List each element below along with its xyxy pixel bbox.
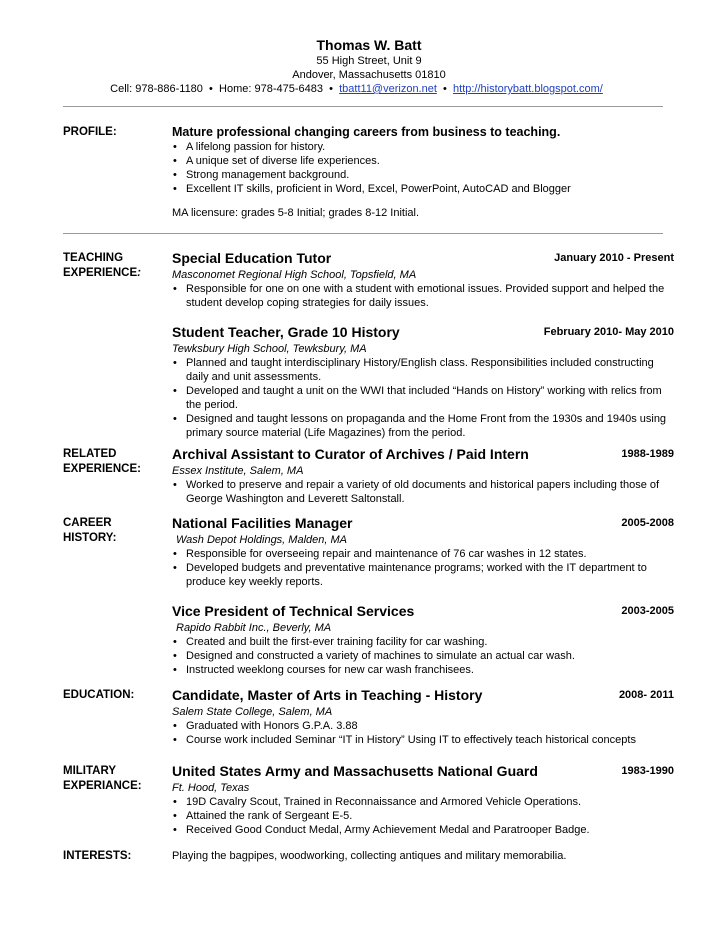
list-item: • Created and built the first-ever training facility for car washing. (186, 635, 674, 649)
job-title: Vice President of Technical Services (172, 603, 415, 619)
list-item: • Designed and constructed a variety of machines to simulate an actual car wash. (186, 649, 674, 663)
job-header (172, 687, 674, 705)
career-body (172, 515, 674, 677)
home-phone: Home: 978-475-6483 (219, 83, 323, 95)
separator: • (209, 83, 213, 95)
education-bullets (172, 719, 674, 747)
degree-title: Candidate, Master of Arts in Teaching - History (172, 687, 483, 703)
resume-header (0, 37, 728, 96)
education-date: 2008- 2011 (618, 689, 674, 701)
job-bullets (172, 635, 674, 677)
list-item: • Developed budgets and preventative maintenance programs; worked with the IT department to produce key weekly reports. (186, 561, 674, 589)
job-header (172, 515, 674, 533)
list-item: • Planned and taught interdisciplinary History/English class. Responsibilities included constructing daily and unit assessments. (186, 356, 674, 384)
list-item: • Course work included Seminar “IT in History” Using IT to effectively teach historical concepts (186, 733, 674, 747)
label-line: CAREER (63, 517, 112, 529)
label-line: MILITARY (63, 765, 117, 777)
job-bullets (172, 478, 674, 506)
label-line: HISTORY: (63, 532, 117, 544)
website-link[interactable]: http://historybatt.blogspot.com/ (453, 83, 603, 95)
list-item: • Developed and taught a unit on the WWI that included “Hands on History” working with relics from the period. (186, 384, 674, 412)
job-title: National Facilities Manager (172, 515, 353, 531)
military-date: 1983-1990 (621, 765, 674, 777)
job-date: 2005-2008 (621, 517, 674, 529)
job-header (172, 446, 674, 464)
separator: • (329, 83, 333, 95)
related-body (172, 446, 674, 506)
label-colon: : (137, 267, 141, 279)
label-line (63, 266, 163, 281)
street-address: 55 High Street, Unit 9 (316, 55, 422, 67)
job-organization: Masconomet Regional High School, Topsfield, MA (172, 269, 417, 281)
job-bullets (172, 282, 674, 310)
job-bullets (172, 356, 674, 440)
cell-phone: Cell: 978-886-1180 (110, 83, 203, 95)
list-item: • Attained the rank of Sergeant E-5. (186, 809, 674, 823)
job-bullets (172, 547, 674, 589)
job-header (172, 603, 674, 621)
email-link[interactable]: tbatt11@verizon.net (339, 83, 437, 95)
military-bullets (172, 795, 674, 837)
job-date: January 2010 - Present (554, 252, 674, 264)
job-title: Special Education Tutor (172, 250, 332, 266)
section-label (63, 764, 163, 794)
list-item: • Responsible for overseeing repair and maintenance of 76 car washes in 12 states. (186, 547, 674, 561)
list-item: • Excellent IT skills, proficient in Word, Excel, PowerPoint, AutoCAD and Blogger (186, 182, 674, 196)
job-title: Archival Assistant to Curator of Archives / Paid Intern (172, 446, 529, 462)
job-date: 1988-1989 (621, 448, 674, 460)
label-line: RELATED (63, 448, 117, 460)
list-item: • Received Good Conduct Medal, Army Achievement Medal and Paratrooper Badge. (186, 823, 674, 837)
profile-body (172, 124, 674, 220)
section-label: PROFILE: (63, 126, 117, 138)
label-line: EXPERIANCE: (63, 780, 142, 792)
separator: • (443, 83, 447, 95)
job-header (172, 763, 674, 781)
divider (63, 106, 663, 107)
military-location: Ft. Hood, Texas (172, 782, 250, 794)
list-item: • 19D Cavalry Scout, Trained in Reconnaissance and Armored Vehicle Operations. (186, 795, 674, 809)
list-item: • A unique set of diverse life experiences. (186, 154, 674, 168)
section-label (63, 251, 163, 281)
interests-body (172, 849, 674, 863)
profile-title: Mature professional changing careers from business to teaching. (172, 125, 561, 139)
label-line: EXPERIENCE: (63, 463, 141, 475)
job-title: Student Teacher, Grade 10 History (172, 324, 400, 340)
job-organization: Wash Depot Holdings, Malden, MA (176, 534, 347, 546)
city-address: Andover, Massachusetts 01810 (292, 69, 446, 81)
label-text: EXPERIENCE (63, 267, 138, 279)
section-label (63, 447, 163, 477)
section-label: INTERESTS: (63, 850, 132, 862)
list-item: • Worked to preserve and repair a variety of old documents and historical papers including those of George Washington and Leverett Saltonstall. (186, 478, 674, 506)
job-organization: Essex Institute, Salem, MA (172, 465, 304, 477)
job-organization: Rapido Rabbit Inc., Beverly, MA (176, 622, 332, 634)
list-item: • Graduated with Honors G.P.A. 3.88 (186, 719, 674, 733)
job-date: February 2010- May 2010 (543, 326, 674, 338)
job-date: 2003-2005 (621, 605, 674, 617)
job-header (172, 324, 674, 342)
military-title: United States Army and Massachusetts National Guard (172, 763, 538, 779)
list-item: • Responsible for one on one with a student with emotional issues. Provided support and helped the student develop coping strategies for daily issues. (186, 282, 674, 310)
profile-bullets (172, 140, 674, 196)
teaching-body (172, 250, 674, 440)
job-header (172, 250, 674, 268)
education-body (172, 687, 674, 747)
candidate-name: Thomas W. Batt (316, 37, 422, 53)
contact-line (0, 82, 728, 96)
divider (63, 233, 663, 234)
school-name: Salem State College, Salem, MA (172, 706, 333, 718)
job-organization: Tewksbury High School, Tewksbury, MA (172, 343, 367, 355)
label-line: TEACHING (63, 252, 124, 264)
section-label: EDUCATION: (63, 689, 135, 701)
section-label (63, 516, 163, 546)
list-item: • Strong management background. (186, 168, 674, 182)
list-item: • Designed and taught lessons on propaganda and the Home Front from the 1930s and 1940s using primary source material (Life Magazines) from the period. (186, 412, 674, 440)
interests-text: Playing the bagpipes, woodworking, collecting antiques and military memorabilia. (172, 850, 567, 862)
list-item: • Instructed weeklong courses for new car wash franchisees. (186, 663, 674, 677)
military-body (172, 763, 674, 837)
list-item: • A lifelong passion for history. (186, 140, 674, 154)
licensure-text: MA licensure: grades 5-8 Initial; grades 8-12 Initial. (172, 207, 420, 219)
